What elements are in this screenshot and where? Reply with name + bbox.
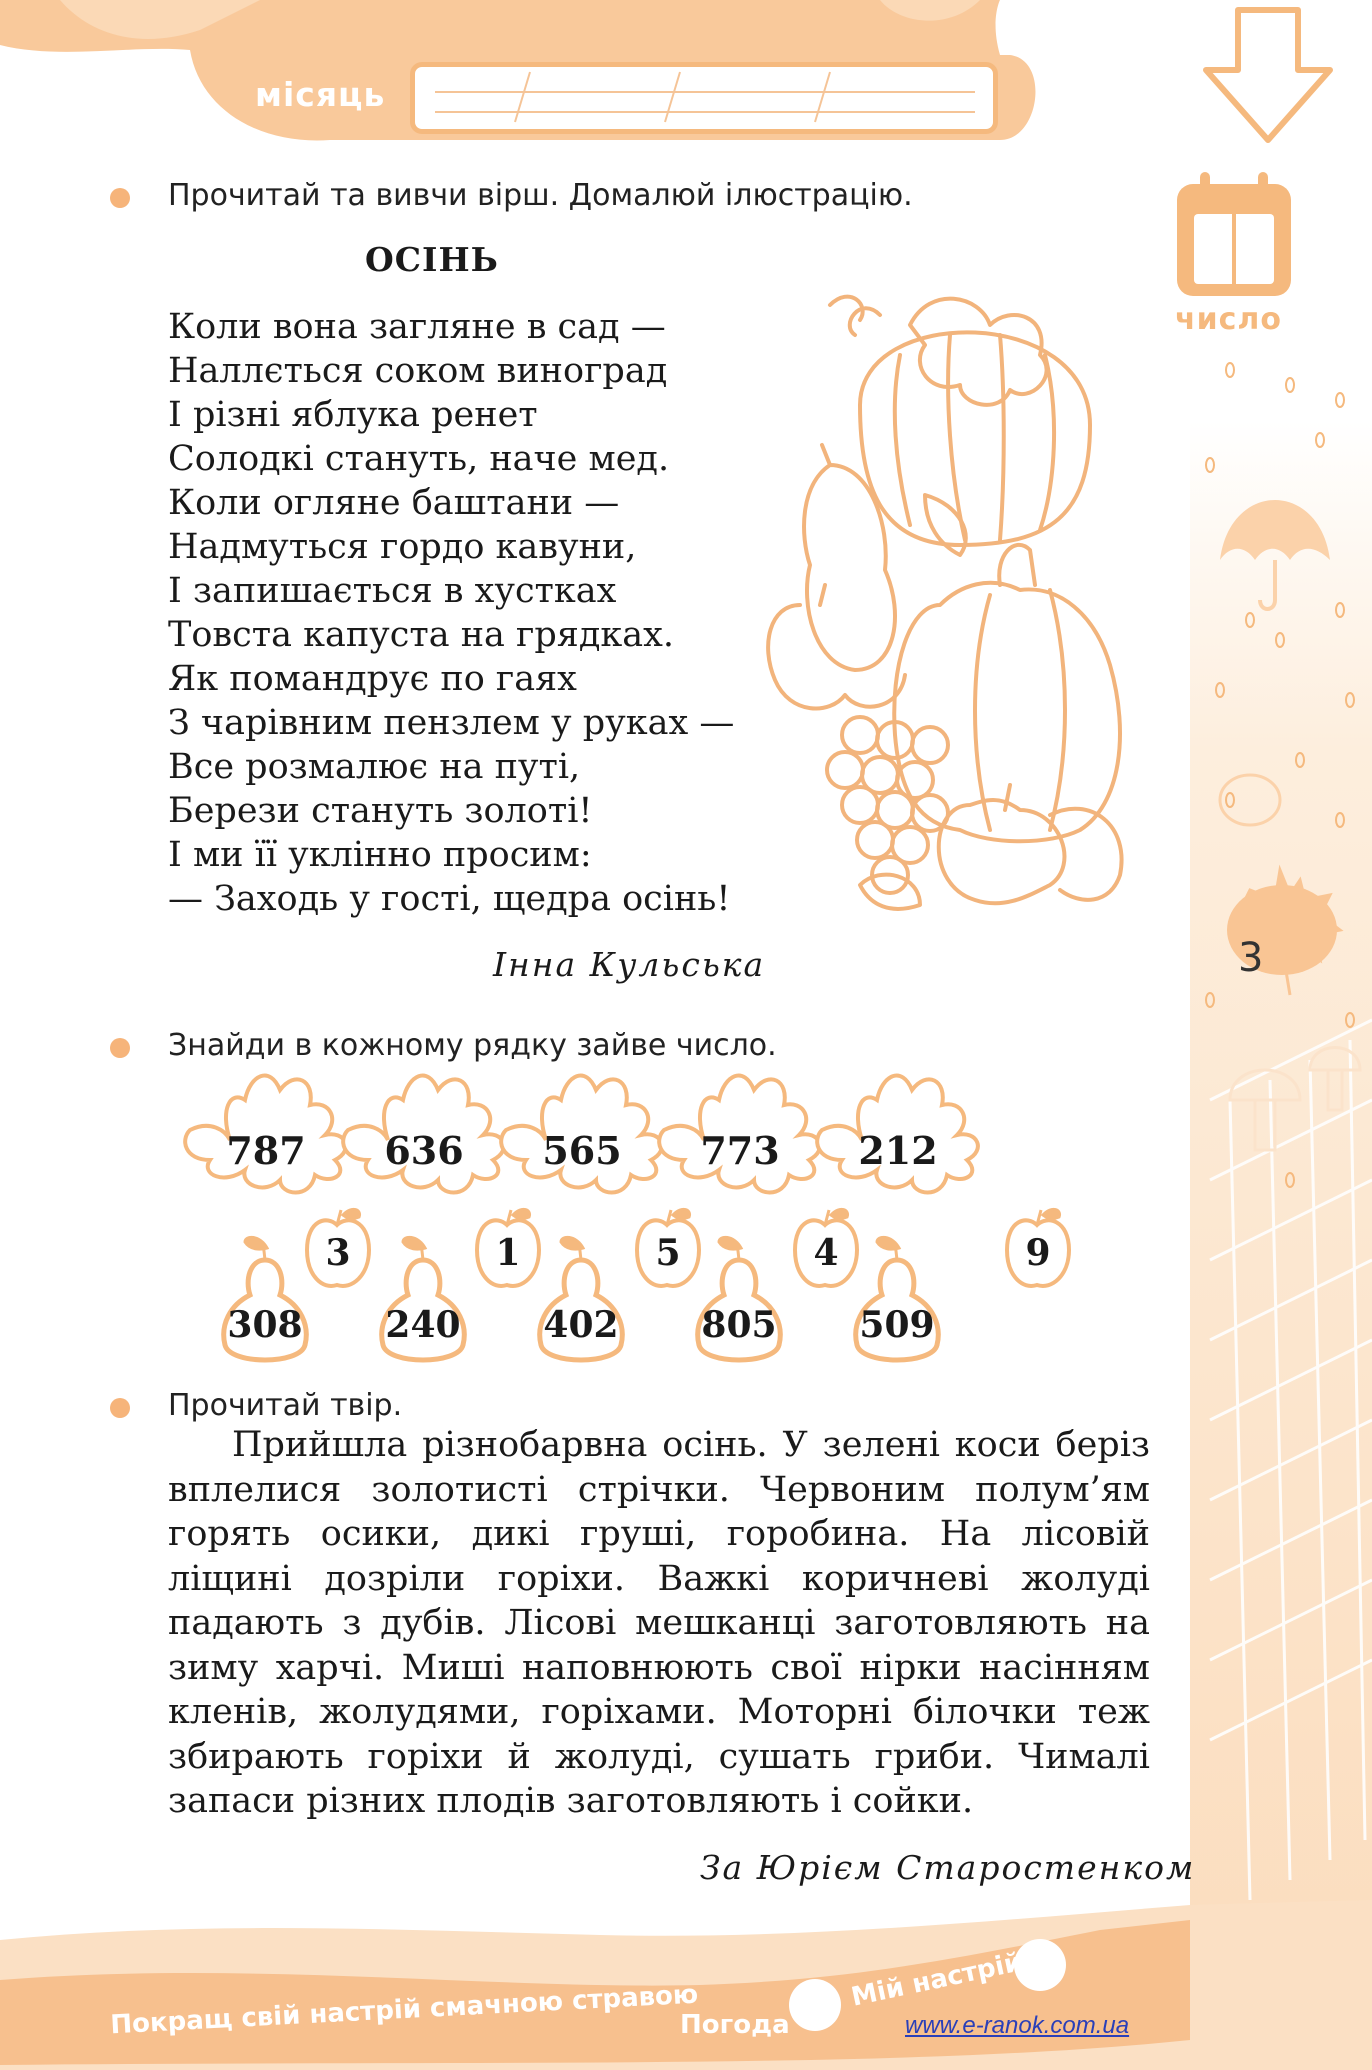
pear-number[interactable]: 402: [543, 1304, 619, 1346]
pears-row: [210, 1230, 970, 1370]
poem-line: Солодкі стануть, наче мед.: [168, 439, 670, 479]
month-input[interactable]: [410, 62, 998, 134]
poem-line: З чарівним пензлем у руках —: [168, 703, 735, 743]
poem-line: Товста капуста на грядках.: [168, 615, 674, 655]
site-link[interactable]: www.e-ranok.com.ua: [905, 2012, 1130, 2039]
leaf-number[interactable]: 773: [700, 1128, 780, 1173]
apple-number[interactable]: 9: [1025, 1232, 1051, 1274]
page-number: 3: [1238, 935, 1264, 981]
pear-number[interactable]: 308: [227, 1304, 303, 1346]
poem-line: Коли вона загляне в сад —: [168, 307, 666, 347]
footer-my-mood: Мій настрій: [848, 1947, 1026, 2013]
poem-title: ОСІНЬ: [365, 240, 499, 279]
poem-line: Берези стануть золоті!: [168, 791, 593, 831]
fruit-illustration: [760, 285, 1140, 925]
task2-instruction: Знайди в кожному рядку зайве число.: [168, 1028, 777, 1063]
task-bullet: [110, 188, 130, 208]
footer-mood-food: Покращ свій настрій смачною стравою: [109, 1979, 699, 2041]
poem-line: Все розмалює на путі,: [168, 747, 581, 787]
apple-number[interactable]: 4: [813, 1232, 839, 1274]
leaf-number[interactable]: 212: [858, 1128, 938, 1173]
apple-number[interactable]: 5: [655, 1232, 681, 1274]
task3-instruction: Прочитай твір.: [168, 1388, 403, 1423]
task-bullet: [110, 1038, 130, 1058]
poem-line: І ми її уклінно просим:: [168, 835, 592, 875]
poem-line: Як помандрує по гаях: [168, 659, 577, 699]
poem-line: — Заходь у гості, щедра осінь!: [168, 879, 731, 919]
pear-number[interactable]: 509: [859, 1304, 935, 1346]
month-box-lines: [415, 67, 993, 129]
date-label: число: [1175, 302, 1282, 337]
poem-line: Надмуться гордо кавуни,: [168, 527, 637, 567]
task-bullet: [110, 1398, 130, 1418]
leaf-number[interactable]: 636: [384, 1128, 464, 1173]
poem-line: І запишається в хустках: [168, 571, 617, 611]
leaf-number[interactable]: 565: [542, 1128, 622, 1173]
footer-weather: Погода: [680, 2010, 790, 2040]
leaf-number[interactable]: 787: [226, 1128, 306, 1173]
poem-line: Наллється соком виноград: [168, 351, 668, 391]
apple-number[interactable]: 1: [495, 1232, 521, 1274]
pear-number[interactable]: 805: [701, 1304, 777, 1346]
poem-line: І різні яблука ренет: [168, 395, 538, 435]
story-text: [168, 1423, 1150, 1824]
story-author: За Юрієм Старостенком: [700, 1848, 1196, 1887]
story-paragraph: Прийшла різнобарвна осінь. У зелені коси беріз вплелися золотисті стрічки. Червоним полум’ям горять осики, дикі груші, горобина. На лісовій ліщині дозріли горіхи. Важкі коричневі жолуді падають з дубів. Лісові мешканці заготовляють на зиму харчі. Миші наповнюють свої нірки насінням кленів, жолудями, горіхами. Моторні білочки теж збирають горіхи й жолуді, сушать гриби. Чималі запаси різних плодів заготовляють і сойки.: [168, 1425, 1150, 1821]
apple-number[interactable]: 3: [325, 1232, 351, 1274]
task1-instruction: Прочитай та вивчи вірш. Домалюй ілюстрацію.: [168, 178, 913, 213]
month-label: місяць: [255, 75, 386, 114]
poem-line: Коли огляне баштани —: [168, 483, 620, 523]
poem-author: Інна Кульська: [493, 945, 766, 984]
pear-number[interactable]: 240: [385, 1304, 461, 1346]
calendar-icon: [1172, 172, 1296, 300]
